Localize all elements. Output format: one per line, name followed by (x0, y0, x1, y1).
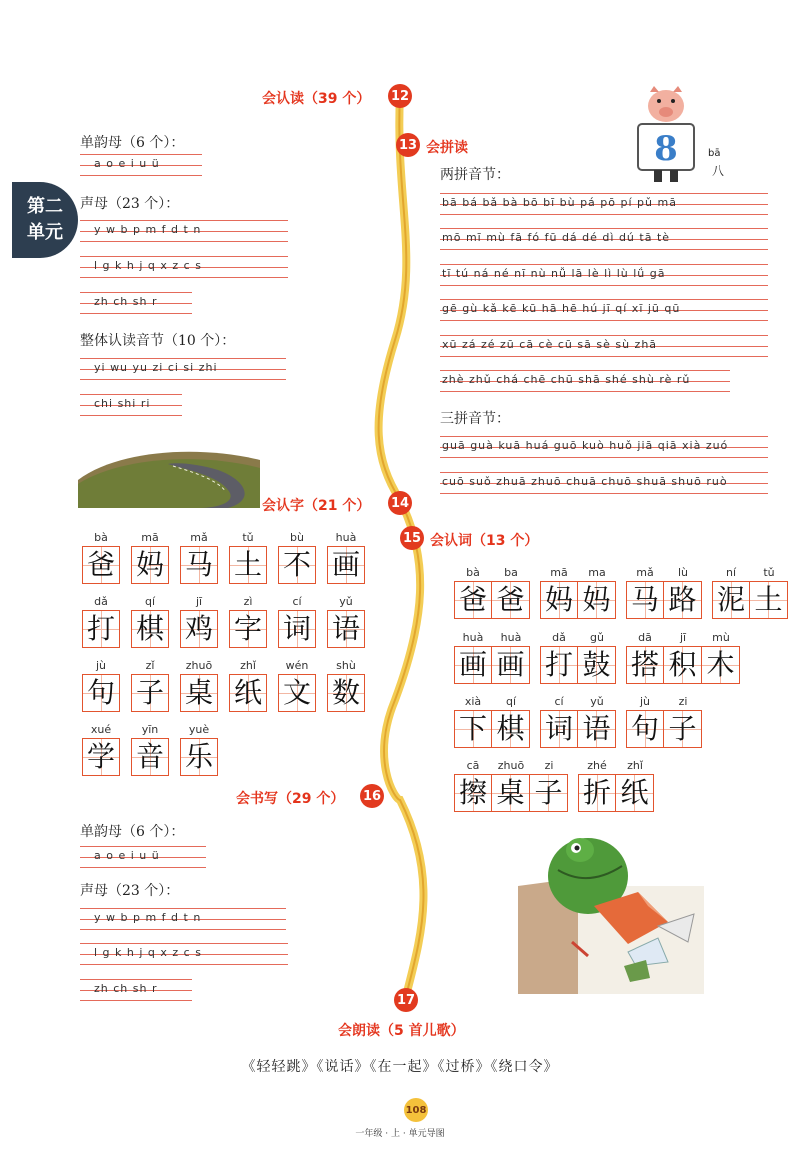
word-pinyin: xià (464, 695, 482, 708)
section-badge-17: 17 (394, 988, 418, 1012)
character-cell (131, 530, 169, 584)
read-whole-line-1 (80, 358, 286, 380)
word-group (454, 758, 568, 812)
word-group (454, 565, 530, 619)
three-spell-label: 三拼音节： (440, 411, 510, 427)
page-footer: 一年级 · 上 · 单元导图 (355, 1129, 445, 1139)
word-character-box: 擦 (454, 774, 492, 812)
character-pinyin: tǔ (242, 531, 254, 544)
word-pinyin: zhé (587, 759, 607, 772)
word-pinyin: zhuō (497, 759, 525, 772)
character-pinyin: yīn (141, 723, 159, 736)
word-character-box: 语 (578, 710, 616, 748)
character-pinyin: xué (90, 723, 112, 736)
word-character-box: 子 (530, 774, 568, 812)
character-pinyin: mǎ (190, 531, 208, 544)
character-pinyin: yǔ (339, 595, 353, 608)
read-vowels-line (80, 154, 202, 176)
character-cell (180, 594, 218, 648)
section-title-chars: 会认字（21 个） (262, 498, 371, 514)
section-badge-13: 13 (396, 133, 420, 157)
character-box: 学 (82, 738, 120, 776)
unit-tab-line2: 单元 (27, 222, 63, 243)
character-cell (180, 658, 218, 712)
word-character-box: 路 (664, 581, 702, 619)
section-title-words: 会认词（13 个） (430, 533, 539, 549)
character-cell (229, 594, 267, 648)
word-pinyin: qí (505, 695, 517, 708)
character-cell (82, 594, 120, 648)
character-box: 文 (278, 674, 316, 712)
read-initials-1: y w b p m f d t n (94, 223, 202, 236)
write-vowels-label: 单韵母（6 个）： (80, 824, 185, 840)
two-spell-line-5 (440, 335, 768, 357)
character-cell (131, 594, 169, 648)
character-box: 子 (131, 674, 169, 712)
character-box: 语 (327, 610, 365, 648)
read-initials-line-1 (80, 220, 288, 242)
character-pinyin: dǎ (94, 595, 108, 608)
word-pinyin: jù (639, 695, 651, 708)
character-pinyin: zì (243, 595, 253, 608)
two-spell-line-2 (440, 228, 768, 250)
character-cell (82, 530, 120, 584)
character-cell (278, 658, 316, 712)
word-group (626, 694, 702, 748)
word-character-box: 土 (750, 581, 788, 619)
word-character-box: 鼓 (578, 646, 616, 684)
word-pinyin: gǔ (590, 631, 604, 644)
word-group (578, 758, 654, 812)
card-pinyin: bā (708, 148, 721, 159)
read-whole-label: 整体认读音节（10 个）： (80, 333, 236, 349)
word-character-box: 妈 (578, 581, 616, 619)
word-pinyin: dā (638, 631, 652, 644)
character-box: 妈 (131, 546, 169, 584)
section-title-recite: 会朗读（5 首儿歌） (338, 1023, 465, 1039)
word-pinyin: mǎ (636, 566, 654, 579)
two-spell-line-3 (440, 264, 768, 286)
write-initials-1: y w b p m f d t n (94, 911, 202, 924)
word-character-box: 子 (664, 710, 702, 748)
word-group (540, 565, 616, 619)
word-character-box: 爸 (492, 581, 530, 619)
word-group (712, 565, 788, 619)
unit-tab-line1: 第二 (27, 196, 63, 217)
word-character-box: 折 (578, 774, 616, 812)
word-pinyin: dǎ (552, 631, 566, 644)
word-group (540, 694, 616, 748)
two-spell-line-6 (440, 370, 730, 392)
character-cell (278, 530, 316, 584)
word-character-box: 木 (702, 646, 740, 684)
word-pinyin: tǔ (763, 566, 775, 579)
word-character-box: 画 (454, 646, 492, 684)
road-illustration (78, 440, 260, 508)
character-cell (180, 722, 218, 776)
read-whole-line-2 (80, 394, 182, 416)
word-character-box: 打 (540, 646, 578, 684)
section-badge-15: 15 (400, 526, 424, 550)
character-pinyin: qí (144, 595, 156, 608)
section-badge-14: 14 (388, 491, 412, 515)
read-vowels: a o e i u ü (94, 157, 160, 170)
character-pinyin: bà (94, 531, 108, 544)
write-initials-3: zh ch sh r (94, 982, 158, 995)
word-pinyin: zi (678, 695, 688, 708)
character-box: 桌 (180, 674, 218, 712)
three-spell-2: cuō suǒ zhuā zhuō chuā chuō shuā shuō ruò (442, 475, 728, 488)
character-cell (327, 658, 365, 712)
section-badge-12: 12 (388, 84, 412, 108)
character-box: 鸡 (180, 610, 218, 648)
word-pinyin: huà (500, 631, 522, 644)
character-pinyin: jī (195, 595, 203, 608)
character-pinyin: wén (285, 659, 309, 672)
character-box: 乐 (180, 738, 218, 776)
three-spell-line-2 (440, 472, 768, 494)
word-character-box: 泥 (712, 581, 750, 619)
word-character-box: 积 (664, 646, 702, 684)
word-pinyin: cí (554, 695, 564, 708)
two-spell-label: 两拼音节： (440, 167, 510, 183)
page-number: 108 (404, 1098, 428, 1122)
two-spell-2: mō mī mù fā fó fū dá dé dì dú tā tè (442, 231, 671, 244)
word-pinyin: zhǐ (627, 759, 643, 772)
word-group (454, 630, 530, 684)
character-cell (327, 594, 365, 648)
character-cell (82, 722, 120, 776)
character-box: 词 (278, 610, 316, 648)
character-box: 字 (229, 610, 267, 648)
read-initials-2: l g k h j q x z c s (94, 259, 202, 272)
character-box: 画 (327, 546, 365, 584)
frog-folding-paper-illustration (518, 826, 704, 994)
word-character-box: 搭 (626, 646, 664, 684)
character-box: 纸 (229, 674, 267, 712)
word-character-box: 桌 (492, 774, 530, 812)
word-group (626, 630, 740, 684)
read-whole-1: yi wu yu zi ci si zhi (94, 361, 218, 374)
character-cell (131, 658, 169, 712)
card-number: 8 (654, 129, 678, 169)
character-pinyin: zhǐ (240, 659, 256, 672)
word-character-box: 词 (540, 710, 578, 748)
word-character-box: 句 (626, 710, 664, 748)
character-box: 不 (278, 546, 316, 584)
write-initials-line-1 (80, 908, 286, 930)
read-whole-2: chi shi ri (94, 397, 151, 410)
write-initials-2: l g k h j q x z c s (94, 946, 202, 959)
word-character-box: 下 (454, 710, 492, 748)
word-character-box: 纸 (616, 774, 654, 812)
two-spell-4: gē gù kǎ kē kū hā hē hú jī qí xī jū qū (442, 302, 681, 315)
section-badge-16: 16 (360, 784, 384, 808)
read-initials-label: 声母（23 个）： (80, 196, 180, 212)
card-hanzi: 八 (712, 164, 725, 178)
character-pinyin: zhuō (185, 659, 213, 672)
character-box: 打 (82, 610, 120, 648)
pig-holding-card-illustration (632, 86, 700, 182)
word-character-box: 马 (626, 581, 664, 619)
word-pinyin: bà (466, 566, 480, 579)
character-box: 马 (180, 546, 218, 584)
section-title-write: 会书写（29 个） (236, 791, 345, 807)
word-character-box: 妈 (540, 581, 578, 619)
word-character-box: 画 (492, 646, 530, 684)
word-pinyin: lù (677, 566, 689, 579)
character-cell (229, 530, 267, 584)
character-cell (82, 658, 120, 712)
section-title-read: 会认读（39 个） (262, 91, 371, 107)
section-title-spell: 会拼读 (426, 140, 468, 156)
write-initials-line-2 (80, 943, 288, 965)
word-pinyin: ba (504, 566, 518, 579)
word-pinyin: cā (466, 759, 480, 772)
word-pinyin: mā (550, 566, 568, 579)
character-box: 数 (327, 674, 365, 712)
two-spell-6: zhè zhǔ chá chē chū shā shé shù rè rǔ (442, 373, 691, 386)
write-vowels-line (80, 846, 206, 868)
character-pinyin: shù (336, 659, 356, 672)
word-group (626, 565, 702, 619)
character-cell (131, 722, 169, 776)
two-spell-line-1 (440, 193, 768, 215)
word-pinyin: mù (712, 631, 730, 644)
poem-list: 《轻轻跳》《说话》《在一起》《过桥》《绕口令》 (241, 1059, 559, 1075)
character-pinyin: huà (335, 531, 357, 544)
character-box: 音 (131, 738, 169, 776)
character-box: 句 (82, 674, 120, 712)
read-initials-3: zh ch sh r (94, 295, 158, 308)
two-spell-3: tī tú ná né nī nù nǚ lā lè lì lù lǘ gā (442, 267, 666, 280)
word-pinyin: ma (588, 566, 606, 579)
word-character-box: 爸 (454, 581, 492, 619)
word-group (540, 630, 616, 684)
three-spell-1: guā guà kuā huá guō kuò huǒ jiā qiā xià zuó (442, 439, 729, 452)
word-group (454, 694, 530, 748)
character-cell (278, 594, 316, 648)
character-pinyin: mā (141, 531, 159, 544)
read-vowels-label: 单韵母（6 个）： (80, 135, 185, 151)
word-pinyin: ní (725, 566, 737, 579)
character-box: 棋 (131, 610, 169, 648)
word-pinyin: huà (462, 631, 484, 644)
word-pinyin: jī (679, 631, 687, 644)
write-initials-line-3 (80, 979, 192, 1001)
character-cell (229, 658, 267, 712)
write-initials-label: 声母（23 个）： (80, 883, 180, 899)
write-vowels: a o e i u ü (94, 849, 160, 862)
read-initials-line-2 (80, 256, 288, 278)
character-pinyin: cí (292, 595, 302, 608)
two-spell-5: xū zá zé zū cā cè cū sā sè sù zhā (442, 338, 658, 351)
character-pinyin: jù (95, 659, 107, 672)
three-spell-line-1 (440, 436, 768, 458)
character-pinyin: zǐ (145, 659, 155, 672)
character-cell (327, 530, 365, 584)
word-pinyin: zi (544, 759, 554, 772)
character-pinyin: yuè (188, 723, 210, 736)
word-character-box: 棋 (492, 710, 530, 748)
character-pinyin: bù (290, 531, 304, 544)
character-box: 爸 (82, 546, 120, 584)
two-spell-line-4 (440, 299, 768, 321)
word-pinyin: yǔ (590, 695, 604, 708)
read-initials-line-3 (80, 292, 192, 314)
two-spell-1: bā bá bǎ bà bō bī bù pá pō pí pǔ mā (442, 196, 677, 209)
character-cell (180, 530, 218, 584)
character-box: 土 (229, 546, 267, 584)
